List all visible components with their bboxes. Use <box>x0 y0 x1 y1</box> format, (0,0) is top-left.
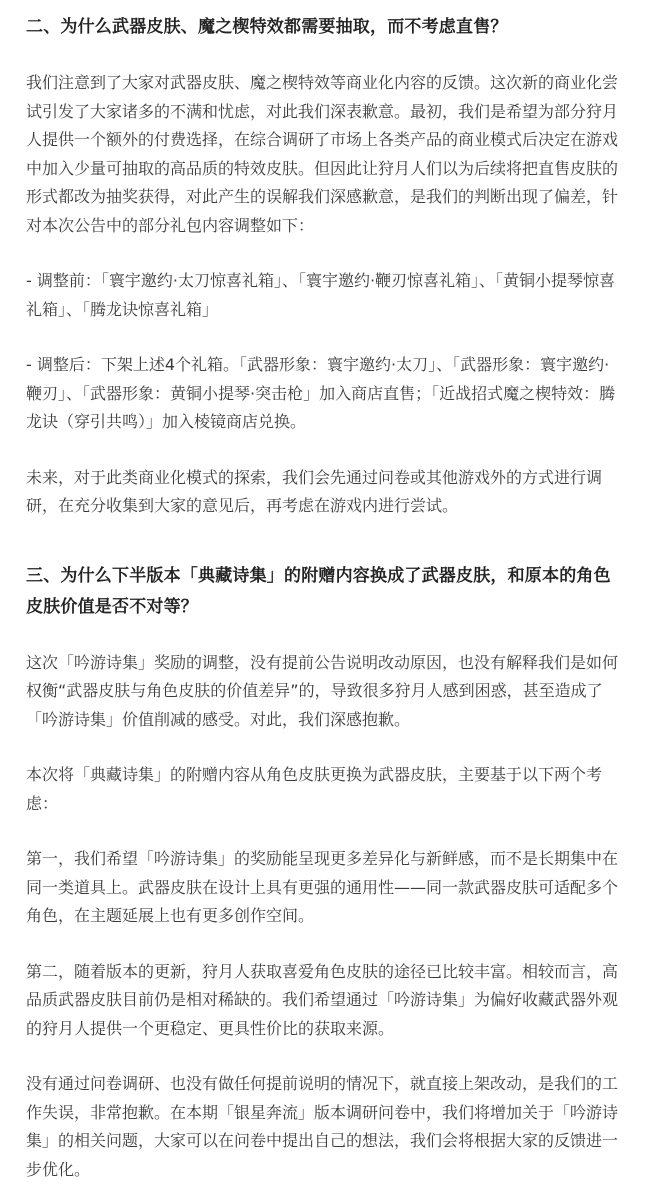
paragraph: 未来，对于此类商业化模式的探索，我们会先通过问卷或其他游戏外的方式进行调研，在充分收集到大家的意见后，再考虑在游戏内进行尝试。 <box>26 467 603 515</box>
paragraph: 本次将「典藏诗集」的附赠内容从角色皮肤更换为武器皮肤，主要基于以下两个考虑： <box>26 765 603 813</box>
adjust-after-paragraph: - 调整后：下架上述4个礼箱。「武器形象：寰宇邀约·太刀」、「武器形象：寰宇邀约·鞭刃」、「武器形象：黄铜小提琴·突击枪」加入商店直售；「近战招式魔之楔特效：腾龙诀（穿引共鸣）」加入棱镜商店兑换。 <box>26 355 616 431</box>
section-heading-3: 三、为什么下半版本「典藏诗集」的附赠内容换成了武器皮肤，和原本的角色皮肤价值是否不对等？ <box>26 565 611 617</box>
paragraph: 没有通过问卷调研、也没有做任何提前说明的情况下，就直接上架改动，是我们的工作失误，非常抱歉。在本期「银星奔流」版本调研问卷中，我们将增加关于「吟游诗集」的相关问题，大家可以在问卷中提出自己的想法，我们会将根据大家的反馈进一步优化。 <box>26 1074 619 1179</box>
section-heading-2: 二、为什么武器皮肤、魔之楔特效都需要抽取，而不考虑直售？ <box>26 17 508 37</box>
reason-first-paragraph: 第一，我们希望「吟游诗集」的奖励能呈现更多差异化与新鲜感，而不是长期集中在同一类道具上。武器皮肤在设计上具有更强的通用性——同一款武器皮肤可适配多个角色，在主题延展上也有更多创作空间。 <box>26 849 619 925</box>
paragraph: 这次「吟游诗集」奖励的调整，没有提前公告说明改动原因，也没有解释我们是如何权衡“武器皮肤与角色皮肤的价值差异”的，导致很多狩月人感到困惑，甚至造成了「吟游诗集」价值削减的感受。对此，我们深感抱歉。 <box>26 652 619 729</box>
paragraph: 我们注意到了大家对武器皮肤、魔之楔特效等商业化内容的反馈。这次新的商业化尝试引发了大家诸多的不满和忧虑，对此我们深表歉意。最初，我们是希望为部分狩月人提供一个额外的付费选择，在综合调研了市场上各类产品的商业模式后决定在游戏中加入少量可抽取的高品质的特效皮肤。但因此让狩月人们以为后续将把直售皮肤的形式都改为抽奖获得，对此产生的误解我们深感歉意，是我们的判断出现了偏差，针对本次公告中的部分礼包内容调整如下： <box>26 73 619 235</box>
reason-second-paragraph: 第二，随着版本的更新，狩月人获取喜爱角色皮肤的途径已比较丰富。相较而言，高品质武器皮肤目前仍是相对稀缺的。我们希望通过「吟游诗集」为偏好收藏武器外观的狩月人提供一个更稳定、更具性价比的获取来源。 <box>26 961 619 1038</box>
adjust-before-paragraph: - 调整前：「寰宇邀约·太刀惊喜礼箱」、「寰宇邀约·鞭刃惊喜礼箱」、「黄铜小提琴惊喜礼箱」、「腾龙诀惊喜礼箱」 <box>26 271 616 319</box>
